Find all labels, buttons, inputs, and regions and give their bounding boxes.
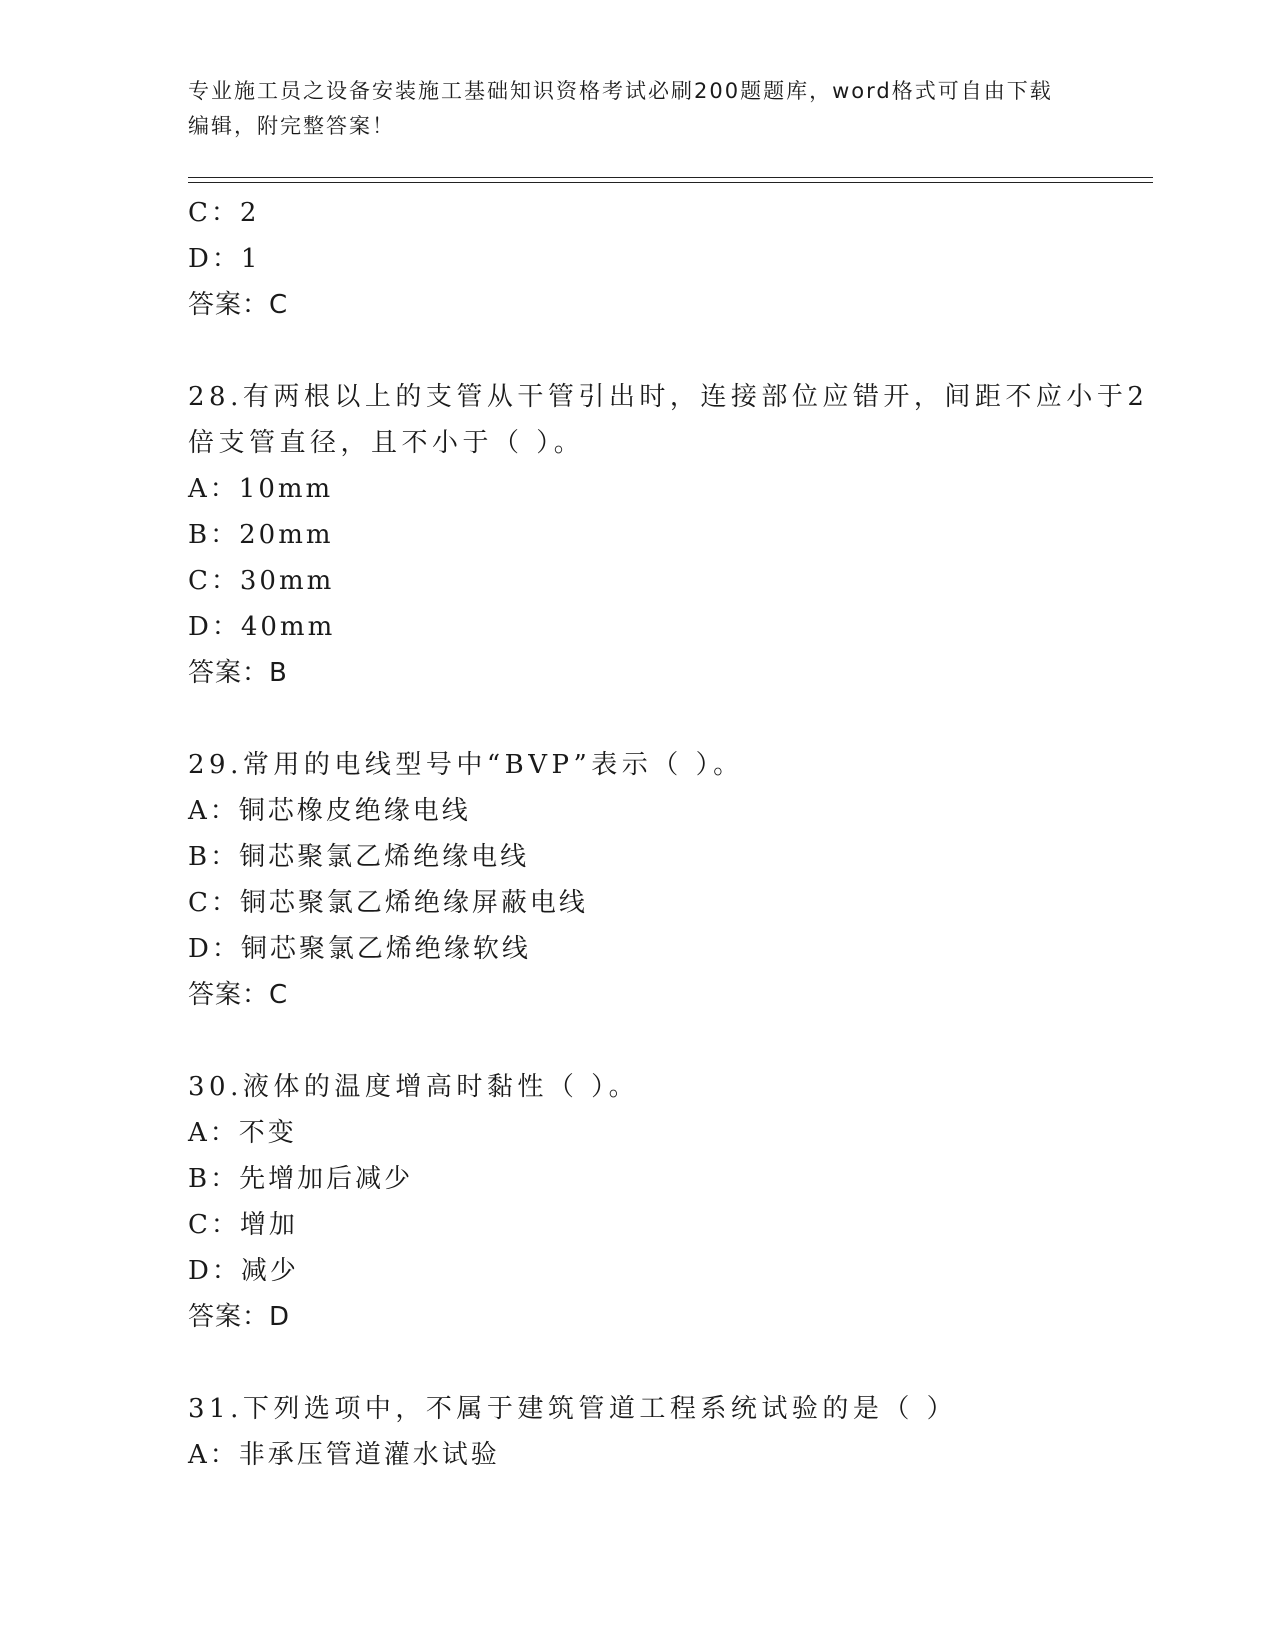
option-d: D：1 [188,244,261,274]
answer-label: 答案：D [188,1302,291,1332]
answer-label: 答案：C [188,290,289,320]
document-header: 专业施工员之设备安装施工基础知识资格考试必刷200题题库，word格式可自由下载编辑，附完整答案！ [188,79,1053,138]
option-b: B：先增加后减少 [188,1164,414,1194]
question-list [188,190,1153,1478]
option-b: B：铜芯聚氯乙烯绝缘电线 [188,842,530,872]
question-28 [188,374,1153,696]
spacer [188,1018,1153,1064]
question-stem: 29.常用的电线型号中“BVP”表示（ ）。 [188,750,744,780]
option-a: A：不变 [188,1118,297,1148]
option-a: A：铜芯橡皮绝缘电线 [188,796,471,826]
question-31 [188,1386,1153,1478]
option-c: C：2 [188,198,260,228]
option-c: C：增加 [188,1210,298,1240]
question-27-tail [188,190,1153,328]
option-d: D：铜芯聚氯乙烯绝缘软线 [188,934,531,964]
option-a: A：非承压管道灌水试验 [188,1440,500,1470]
spacer [188,696,1153,742]
question-stem: 31.下列选项中，不属于建筑管道工程系统试验的是（ ） [188,1394,958,1424]
question-29 [188,742,1153,1018]
option-c: C：铜芯聚氯乙烯绝缘屏蔽电线 [188,888,588,918]
question-30 [188,1064,1153,1340]
option-a: A：10mm [188,474,334,504]
option-b: B：20mm [188,520,334,550]
spacer [188,328,1153,374]
option-d: D：40mm [188,612,336,642]
answer-label: 答案：C [188,980,289,1010]
header-divider-top [188,177,1153,178]
option-c: C：30mm [188,566,335,596]
header-divider-bottom [188,182,1153,183]
spacer [188,1340,1153,1386]
option-d: D：减少 [188,1256,299,1286]
answer-label: 答案：B [188,658,288,688]
question-stem: 30.液体的温度增高时黏性（ ）。 [188,1072,640,1102]
question-stem: 28.有两根以上的支管从干管引出时，连接部位应错开，间距不应小于2倍支管直径，且不小于（ ）。 [188,382,1149,458]
